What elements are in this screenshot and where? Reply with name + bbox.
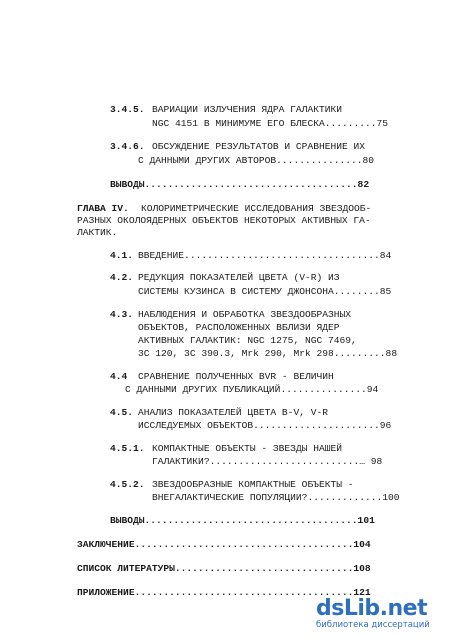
toc-chapter-4-title-3: ЛАКТИК. <box>77 227 118 238</box>
toc-number-4-5: 4.5. <box>110 407 134 418</box>
toc-entry-4-3-line4: 3C 120, 3C 390.3, Mrk 290, Mrk 298.........88 <box>138 348 398 359</box>
toc-entry-4-5-2-title: ЗВЕЗДООБРАЗНЫЕ КОМПАКТНЫЕ ОБЪЕКТЫ - <box>152 479 354 490</box>
dslib-watermark <box>316 592 434 632</box>
toc-conclusions-ch3: ВЫВОДЫ.....................................82 <box>110 179 370 190</box>
toc-entry-4-5-2-page: ВНЕГАЛАКТИЧЕСКИЕ ПОПУЛЯЦИИ?.............100 <box>152 492 400 503</box>
toc-entry-4-1: ВВЕДЕНИЕ..................................84 <box>138 250 392 261</box>
toc-number-4-5-2: 4.5.2. <box>110 479 145 490</box>
dslib-caption: библиотека диссертаций <box>316 620 430 630</box>
toc-entry-4-3-line1: НАБЛЮДЕНИЯ И ОБРАБОТКА ЗВЕЗДООБРАЗНЫХ <box>138 309 352 320</box>
toc-entry-3-4-6-title: ОБСУЖДЕНИЕ РЕЗУЛЬТАТОВ И СРАВНЕНИЕ ИХ <box>152 141 366 152</box>
toc-entry-4-4-page: С ДАННЫМИ ДРУГИХ ПУБЛИКАЦИЙ...............94 <box>125 384 379 395</box>
toc-entry-4-2-title: РЕДУКЦИЯ ПОКАЗАТЕЛЕЙ ЦВЕТА (V-R) ИЗ <box>138 272 340 283</box>
toc-entry-4-3-line2: ОБЪЕКТОВ, РАСПОЛОЖЕННЫХ ВБЛИЗИ ЯДЕР <box>138 322 340 333</box>
toc-chapter-4-title-1: КОЛОРИМЕТРИЧЕСКИЕ ИССЛЕДОВАНИЯ ЗВЕЗДООБ- <box>141 203 372 214</box>
dslib-logo: dsLib.net <box>316 596 428 621</box>
toc-conclusions-ch4: ВЫВОДЫ.....................................101 <box>110 515 375 526</box>
toc-appendix: ПРИЛОЖЕНИЕ......................................121 <box>77 587 371 598</box>
toc-number-3-4-5: 3.4.5. <box>110 104 145 115</box>
toc-number-3-4-6: 3.4.6. <box>110 141 145 152</box>
toc-entry-4-2-page: СИСТЕМЫ КУЗИНСА В СИСТЕМУ ДЖОНСОНА........85 <box>138 286 392 297</box>
toc-entry-4-5-page: ИССЛЕДУЕМЫХ ОБЪЕКТОВ......................96 <box>138 420 392 431</box>
toc-references: СПИСОК ЛИТЕРАТУРЫ...............................108 <box>77 563 371 574</box>
toc-entry-4-3-line3: АКТИВНЫХ ГАЛАКТИК: NGC 1275, NGC 7469, <box>138 335 357 346</box>
toc-entry-3-4-5-page: NGC 4151 В МИНИМУМЕ ЕГО БЛЕСКА.........75 <box>152 118 389 129</box>
toc-number-4-3: 4.3. <box>110 309 134 320</box>
toc-number-4-4: 4.4 <box>110 371 128 382</box>
toc-number-4-2: 4.2. <box>110 272 134 283</box>
toc-number-4-5-1: 4.5.1. <box>110 443 145 454</box>
toc-number-4-1: 4.1. <box>110 250 134 261</box>
toc-summary: ЗАКЛЮЧЕНИЕ......................................104 <box>77 539 371 550</box>
toc-entry-4-5-1-page: ГАЛАКТИКИ?..........................… 98 <box>152 456 383 467</box>
toc-chapter-4-title-2: РАЗНЫХ ОКОЛОЯДЕРНЫХ ОБЪЕКТОВ НЕКОТОРЫХ АКТИВНЫХ ГА- <box>77 215 371 226</box>
toc-entry-4-4-title: СРАВНЕНИЕ ПОЛУЧЕННЫХ BVR - ВЕЛИЧИН <box>138 371 334 382</box>
toc-entry-4-5-1-title: КОМПАКТНЫЕ ОБЪЕКТЫ - ЗВЕЗДЫ НАШЕЙ <box>152 443 342 454</box>
toc-chapter-4-label: ГЛАВА IV. <box>77 203 129 214</box>
toc-entry-3-4-6-page: С ДАННЫМИ ДРУГИХ АВТОРОВ...............80 <box>138 155 375 166</box>
toc-entry-4-5-title: АНАЛИЗ ПОКАЗАТЕЛЕЙ ЦВЕТА B-V, V-R <box>138 407 328 418</box>
toc-entry-3-4-5-title: ВАРИАЦИИ ИЗЛУЧЕНИЯ ЯДРА ГАЛАКТИКИ <box>152 104 342 115</box>
